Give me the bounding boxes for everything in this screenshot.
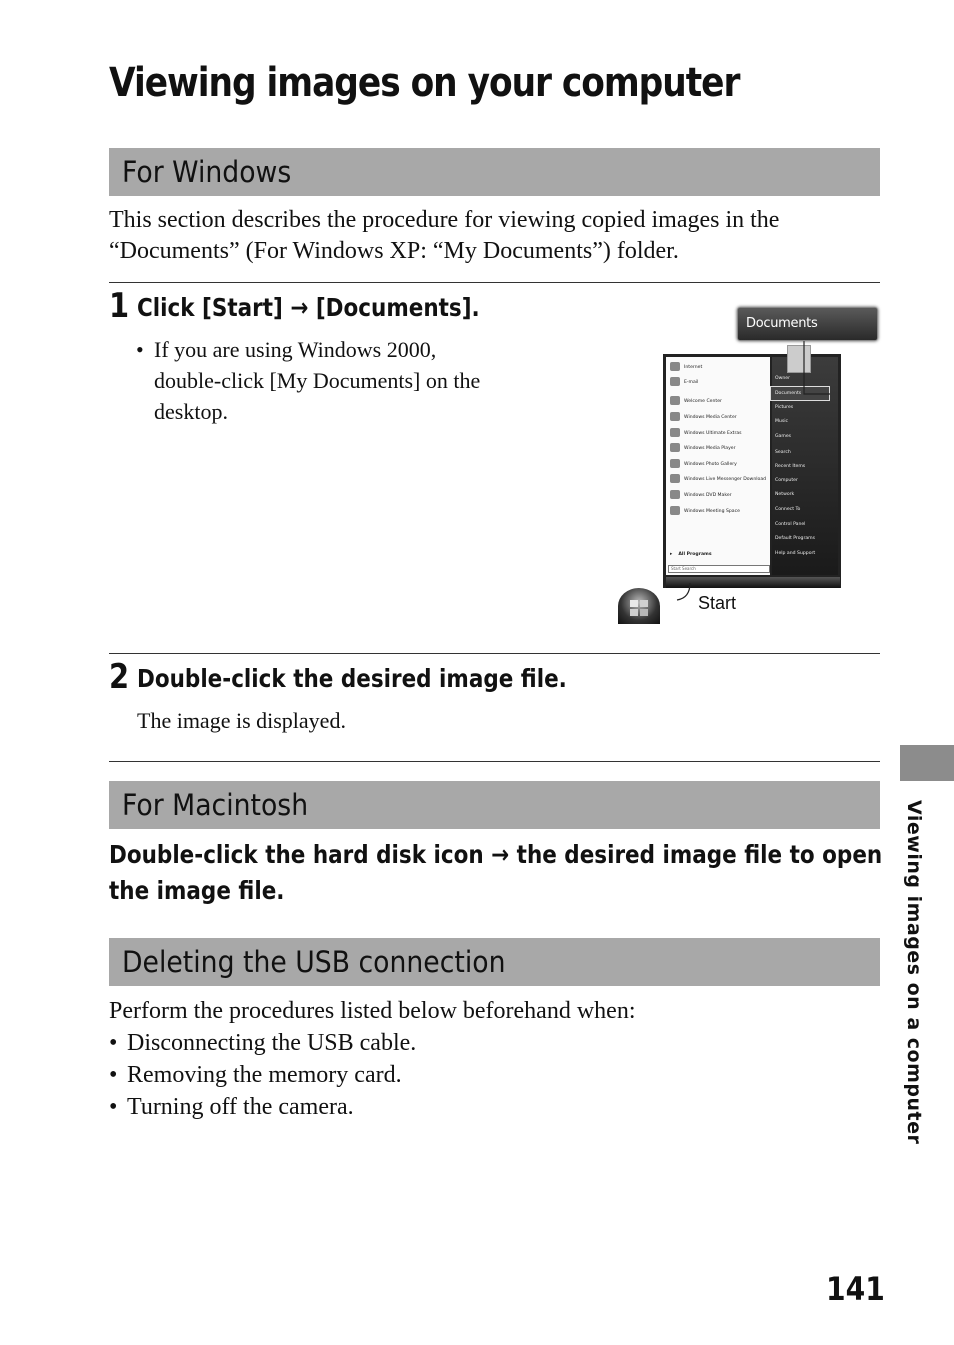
note-text: If you are using Windows 2000, (154, 337, 437, 362)
note-line: desktop. (154, 399, 228, 424)
right-item-search: Search (775, 450, 791, 455)
note-line: double-click [My Documents] on the (154, 368, 481, 393)
bullet-icon: • (109, 1062, 118, 1088)
step-heading: Double-click the desired image file. (137, 664, 567, 693)
right-item-connect: Connect To (775, 507, 801, 512)
windows-logo-icon (618, 588, 660, 624)
step-text: The image is displayed. (137, 708, 346, 733)
section-heading: Deleting the USB connection (122, 945, 506, 979)
right-item-network: Network (775, 492, 795, 497)
bullet-icon: • (109, 1030, 118, 1056)
list-item (109, 1059, 636, 1091)
divider (109, 282, 880, 283)
windows-intro (109, 205, 889, 267)
step-heading: Click [Start] → [Documents]. (137, 293, 480, 322)
menu-item-extras: Windows Ultimate Extras (670, 428, 742, 437)
intro-line: This section describes the procedure for viewing copied images in the (109, 207, 780, 233)
section-header-mac (109, 781, 880, 829)
right-item-recent: Recent Items (775, 464, 806, 469)
start-label: Start (698, 593, 737, 613)
instruction-line: the image file. (109, 876, 285, 905)
menu-item-messenger: Windows Live Messenger Download (670, 474, 766, 483)
menu-item-meeting-space: Windows Meeting Space (670, 506, 740, 515)
instruction-line: Double-click the hard disk icon → the desired image file to open (109, 840, 883, 869)
intro-line: “Documents” (For Windows XP: “My Documents”) folder. (109, 238, 679, 264)
callout-label: Documents (746, 316, 818, 331)
menu-item-email: E-mail (670, 377, 698, 386)
step-number: 1 (109, 286, 130, 326)
right-item-games: Games (775, 434, 792, 439)
list-item (109, 1027, 636, 1059)
chapter-tab (900, 745, 954, 781)
bullet-icon: • (109, 1094, 118, 1120)
list-item (109, 1091, 636, 1123)
right-item-computer: Computer (775, 478, 798, 483)
start-search-box: Start Search (668, 565, 770, 573)
list-item-text: Disconnecting the USB cable. (127, 1030, 417, 1056)
step-number: 2 (109, 657, 130, 697)
chapter-side-label: Viewing images on a computer (903, 800, 925, 1145)
usb-content (109, 995, 636, 1123)
section-header-windows (109, 148, 880, 196)
page-number: 141 (826, 1270, 885, 1308)
callout-lines (660, 300, 890, 610)
menu-item-internet: Internet (670, 362, 702, 371)
list-item-text: Removing the memory card. (127, 1062, 402, 1088)
mac-instruction (109, 837, 882, 909)
right-item-owner: Owner (775, 376, 790, 381)
right-item-default-programs: Default Programs (775, 536, 816, 541)
page-title: Viewing images on your computer (109, 60, 740, 106)
right-item-help: Help and Support (775, 551, 816, 556)
section-heading: For Macintosh (122, 788, 309, 822)
menu-item-all-programs: ▸ All Programs (670, 552, 712, 557)
bullet-icon: • (136, 337, 144, 362)
list-item-text: Turning off the camera. (127, 1094, 354, 1120)
step-note (136, 334, 536, 427)
note-line (136, 334, 536, 365)
divider (109, 761, 880, 762)
right-item-pictures: Pictures (775, 405, 794, 410)
right-item-music: Music (775, 419, 789, 424)
menu-item-welcome: Welcome Center (670, 396, 722, 405)
divider (109, 653, 880, 654)
menu-item-dvd-maker: Windows DVD Maker (670, 490, 732, 499)
right-item-documents: Documents (775, 391, 802, 396)
menu-item-media-center: Windows Media Center (670, 412, 737, 421)
right-item-control-panel: Control Panel (775, 522, 806, 527)
menu-item-photo-gallery: Windows Photo Gallery (670, 459, 737, 468)
windows-start-orb-icon (618, 588, 660, 624)
menu-item-media-player: Windows Media Player (670, 443, 736, 452)
usb-intro: Perform the procedures listed below beforehand when: (109, 998, 636, 1024)
section-heading: For Windows (122, 155, 292, 189)
arrow-right-icon: ▸ (670, 552, 673, 557)
documents-callout (737, 307, 878, 341)
section-header-usb (109, 938, 880, 986)
